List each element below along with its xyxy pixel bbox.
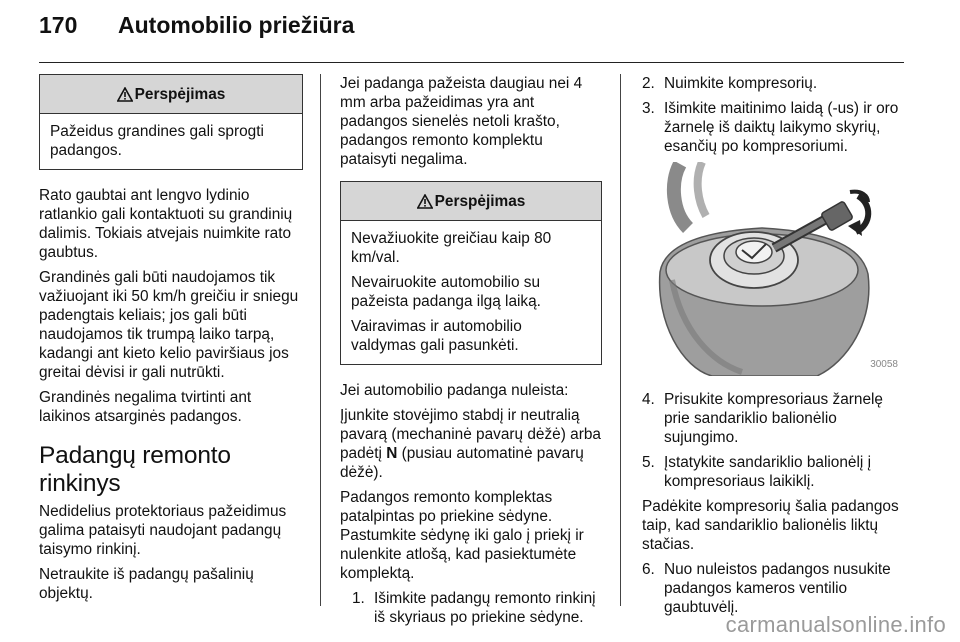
column-middle	[340, 74, 602, 633]
warning-text: Nevažiuokite greičiau kaip 80 km/val.	[351, 230, 552, 266]
warning-header	[40, 75, 302, 114]
paragraph: Grandinės gali būti naudojamos tik važiuojant iki 50 km/h greičiu ir sniegu padengtais keliais; jos gali būti naudojamos tik trumpą laiko tarpą, kadangi ant kieto kelio paviršiaus jos greitai dėvisi ir gali nutrūkti.	[39, 269, 299, 381]
gear-position-n: N	[386, 445, 398, 462]
warning-header	[341, 182, 601, 221]
page-header	[39, 12, 354, 52]
paragraph: Nedidelius protektoriaus pažeidimus galima pataisyti naudojant padangų taisymo rinkinį.	[39, 503, 287, 558]
step-item	[642, 390, 904, 447]
step-number: 1.	[352, 590, 365, 607]
column-right	[642, 74, 904, 623]
warning-text: Nevairuokite automobilio su pažeista padanga ilgą laiką.	[351, 274, 541, 310]
paragraph: Jei automobilio padanga nuleista:	[340, 382, 569, 399]
compressor-illustration	[642, 162, 904, 376]
sealant-bottle-illustration	[642, 162, 904, 376]
step-item	[642, 74, 904, 93]
warning-text: Pažeidus grandines gali sprogti padangos.	[50, 123, 264, 159]
figure-code: 30058	[870, 359, 898, 370]
header-rule	[39, 62, 904, 63]
text-span: Įjunkite stovėjimo stabdį ir neutralią pavarą (mechaninė pavarų dėžė) arba padėtį	[340, 407, 601, 462]
warning-text: Vairavimas ir automobilio valdymas gali pasunkėti.	[351, 318, 522, 354]
warning-title: Perspėjimas	[134, 85, 226, 103]
warning-triangle-icon	[417, 194, 433, 209]
paragraph: Rato gaubtai ant lengvo lydinio ratlankio gali kontaktuoti su grandinių dalimis. Tokiais atvejais nuimkite rato gaubtus.	[39, 187, 293, 261]
step-text: Išimkite padangų remonto rinkinį iš skyriaus po priekine sėdyne.	[374, 590, 596, 626]
paragraph: Jei padanga pažeista daugiau nei 4 mm arba pažeidimas yra ant padangos sienelės netoli krašto, padangos remonto komplektu pataisyti negalima.	[340, 75, 583, 168]
warning-title: Perspėjimas	[434, 192, 526, 210]
step-number: 6.	[642, 561, 655, 578]
step-text: Nuimkite kompresorių.	[664, 75, 818, 92]
warning-box	[340, 181, 602, 365]
step-subparagraph: Padėkite kompresorių šalia padangos taip, kad sandariklio balionėlis liktų stačias.	[642, 498, 899, 553]
page-number: 170	[39, 12, 78, 38]
step-item	[642, 99, 904, 156]
step-text: Išimkite maitinimo laidą (-us) ir oro žarnelę iš daiktų laikymo skyrių, esančių po kompresoriumi.	[664, 100, 899, 155]
watermark: carmanualsonline.info	[725, 612, 946, 637]
section-heading: Padangų remonto rinkinys	[39, 442, 231, 497]
step-number: 2.	[642, 75, 655, 92]
column-divider	[320, 74, 321, 606]
step-item	[352, 589, 602, 627]
paragraph: Netraukite iš padangų pašalinių objektų.	[39, 566, 254, 602]
step-item	[642, 453, 904, 491]
step-text: Nuo nuleistos padangos nusukite padangos kameros ventilio gaubtuvėlį.	[664, 561, 891, 616]
text-span: (pusiau automatinė pavarų dėžė).	[340, 445, 584, 481]
step-item	[642, 560, 904, 617]
column-left	[39, 74, 303, 609]
warning-triangle-icon	[117, 87, 133, 102]
warning-box	[39, 74, 303, 170]
paragraph	[340, 406, 602, 482]
step-number: 4.	[642, 391, 655, 408]
column-divider	[620, 74, 621, 606]
chapter-title: Automobilio priežiūra	[118, 12, 355, 38]
paragraph: Grandinės negalima tvirtinti ant laikinos atsarginės padangos.	[39, 389, 252, 425]
step-text: Įstatykite sandariklio balionėlį į kompresoriaus laikiklį.	[664, 454, 872, 490]
step-text: Prisukite kompresoriaus žarnelę prie sandariklio balionėlio sujungimo.	[664, 391, 883, 446]
paragraph: Padangos remonto komplektas patalpintas po priekine sėdyne. Pastumkite sėdynę iki galo į priekį ir nulenkite atlošą, kad pasiektumėte komplektą.	[340, 489, 584, 582]
step-number: 5.	[642, 454, 655, 471]
step-number: 3.	[642, 100, 655, 117]
